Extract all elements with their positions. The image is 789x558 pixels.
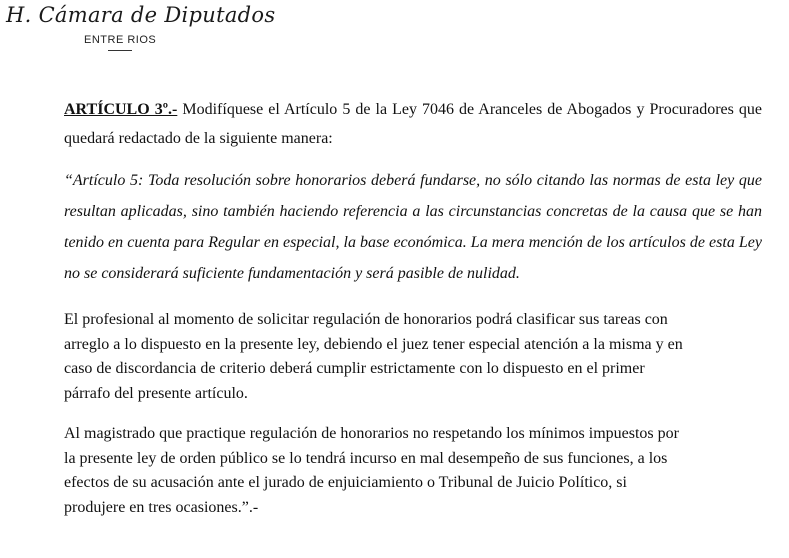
paragraph-line: produjere en tres ocasiones.”.- <box>64 498 259 516</box>
quoted-article-text: “Artículo 5: Toda resolución sobre honorarios deberá fundarse, no sólo citando las normas de esta ley que resultan aplicadas, sino también haciendo referencia a las circunstancias concretas de la causa que se han tenido en cuenta para Regular en especial, la base económica. La mera mención de los artículos de esta Ley no se considerará suficiente fundamentación y será pasible de nulidad. <box>64 172 762 282</box>
paragraph-line: Al magistrado que practique regulación de honorarios no respetando los mínimos impuestos por <box>64 425 679 442</box>
paragraph-line: efectos de su acusación ante el jurado de enjuiciamiento o Tribunal de Juicio Político, si <box>64 474 627 491</box>
paragraph-line: la presente ley de orden público se lo tendrá incurso en mal desempeño de sus funciones, a los <box>64 449 668 467</box>
article-body <box>64 96 762 520</box>
article-intro <box>64 96 762 153</box>
paragraph-line: arreglo a lo dispuesto en la presente ley, debiendo el juez tener especial atención a la misma y en <box>64 335 683 353</box>
paragraph-line: El profesional al momento de solicitar regulación de honorarios podrá clasificar sus tareas con <box>64 311 668 328</box>
paragraph-magistrate <box>64 422 762 520</box>
province-label: ENTRE RIOS <box>84 34 157 46</box>
letterhead <box>0 0 276 60</box>
letterhead-rule <box>108 50 132 51</box>
article-intro-text: Modifíquese el Artículo 5 de la Ley 7046 de Aranceles de Abogados y Procuradores que quedará redactado de la siguiente manera: <box>64 101 763 147</box>
chamber-title: H. Cámara de Diputados <box>6 3 276 27</box>
paragraph-line: párrafo del presente artículo. <box>64 384 248 402</box>
paragraph-line: caso de discordancia de criterio deberá cumplir estrictamente con lo dispuesto en el primer <box>64 360 645 377</box>
article-heading: ARTÍCULO 3º.- <box>64 101 178 118</box>
paragraph-professional <box>64 308 762 406</box>
